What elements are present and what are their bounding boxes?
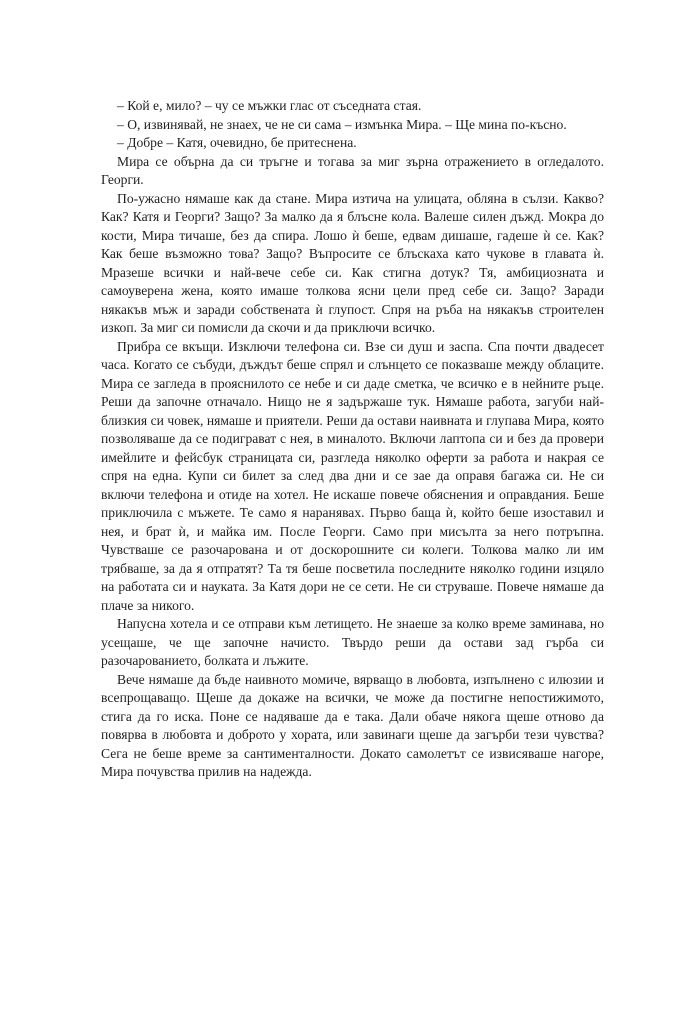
paragraph-street: По-ужасно нямаше как да стане. Мира изтича на улицата, обляна в сълзи. Какво? Как? Катя и Георги? Защо? За малко да я блъсне кола. Валеше силен дъжд. Мокра до кости, Мира тичаше, без да спира. Лошо ѝ беше, едвам дишаше, гадеше ѝ се. Как? Как беше възможно това? Защо? Въпросите се блъскаха като чукове в главата ѝ. Мразеше всички и най-вече себе си. Как стигна дотук? Тя, амбициозната и самоуверена жена, която имаше толкова ясни цели пред себе си. Защо? Заради някакъв мъж и заради собствената ѝ глупост. Спря на ръба на някакъв строителен изкоп. За миг си помисли да скочи и да приключи всичко. xyxy=(101,190,604,335)
paragraph-home: Прибра се вкъщи. Изключи телефона си. Взе си душ и заспа. Спа почти двадесет часа. Когато се събуди, дъждът беше спрял и слънцето се показваше между облаците. Мира се загледа в прояснилото се небе и си даде сметка, че всичко е в нейните ръце. Реши да започне отначало. Нищо не я задържаше тук. Нямаше работа, загуби най-близкия си човек, нямаше и приятели. Реши да остави наивната и глупава Мира, която позволяваше да се подиграват с нея, в миналото. Включи лаптопа си и без да провери имейлите и фейсбук страницата си, разгледа няколко оферти за работа и накрая се спря на една. Купи си билет за след два дни и се зае да оправя багажа си. Не си включи телефона и отиде на хотел. Не искаше повече обяснения и оправдания. Беше приключила с мъжете. Те само я наранявах. Първо баща ѝ, който беше изоставил и нея, и брат ѝ, и майка им. После Георги. Само при мисълта за него потръпна. Чувстваше се разочарована и от доскорошните си колеги. Толкова малко ли им трябваше, за да я отпратят? Та тя беше посветила последните няколко години изцяло на работата си и науката. За Катя дори не се сети. Не си струваше. Повече нямаше да плаче за никого. xyxy=(101,338,604,613)
body-text xyxy=(101,97,604,782)
paragraph-airport: Напусна хотела и се отправи към летището. Не знаеше за колко време заминава, но усещаше, че ще започне начисто. Твърдо реши да остави зад гърба си разочарованието, болката и лъжите. xyxy=(101,616,604,668)
paragraph-hope: Вече нямаше да бъде наивното момиче, вярващо в любовта, изпълнено с илюзии и всепрощаващо. Щеше да докаже на всички, че може да постигне непостижимото, стига да го иска. Поне се надяваше да е така. Дали обаче някога щеше отново да повярва в любовта и доброто у хората, или завинаги щеше да загърби тези чувства? Сега не беше време за сантименталности. Докато самолетът се извисяваше нагоре, Мира почувства прилив на надежда. xyxy=(101,671,604,779)
paragraph-dialogue-1: – Кой е, мило? – чу се мъжки глас от съседната стая. xyxy=(117,98,422,113)
paragraph-mirror: Мира се обърна да си тръгне и тогава за миг зърна отражението в огледалото. Георги. xyxy=(101,153,604,187)
paragraph-dialogue-3: – Добре – Катя, очевидно, бе притеснена. xyxy=(117,135,357,150)
paragraph-dialogue-2: – О, извинявай, не знаех, че не си сама – измънка Мира. – Ще мина по-късно. xyxy=(117,116,567,132)
